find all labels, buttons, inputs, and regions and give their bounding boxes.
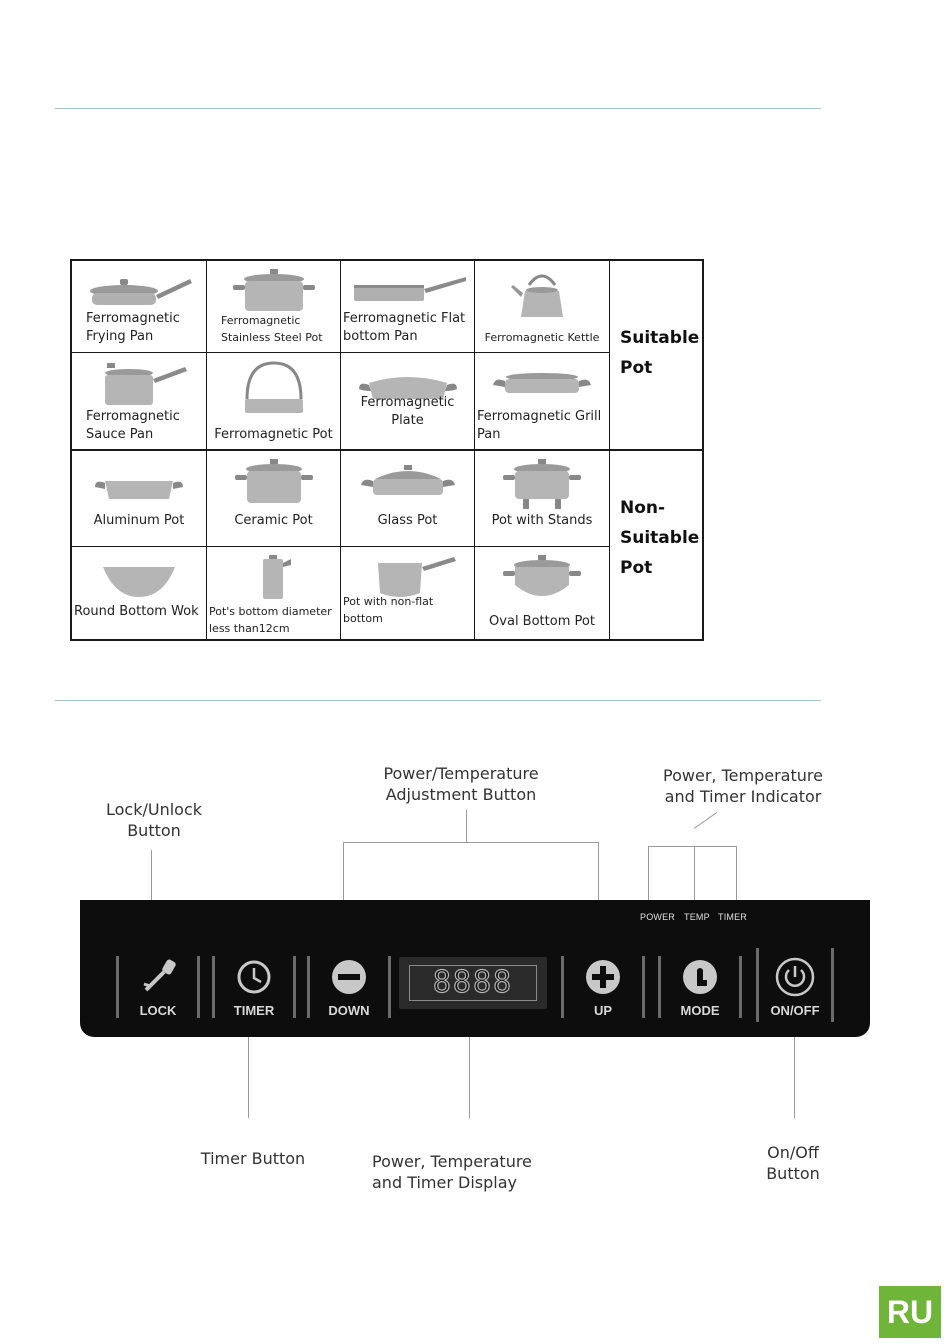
indicator-callout: Power, Temperature and Timer Indicator [663, 766, 823, 806]
pot-cell [341, 353, 475, 451]
pot-cell [207, 547, 341, 639]
up-label: UP [593, 1003, 613, 1018]
leader-line [736, 846, 737, 908]
pot-label: Round Bottom Wok [74, 604, 199, 619]
digital-display [399, 957, 547, 1009]
pot-label: Ferromagnetic Plate [360, 395, 455, 428]
power-icon [773, 956, 817, 1002]
pot-label: Ferromagnetic Stainless Steel Pot [221, 314, 323, 344]
leader-line [248, 1030, 249, 1118]
pot-label: Ferromagnetic Kettle [484, 331, 600, 344]
pot-cell [341, 261, 475, 353]
pot-label: Ferromagnetic Sauce Pan [86, 409, 180, 442]
lock-button[interactable] [116, 956, 200, 1018]
timer-indicator: TIMER [718, 912, 747, 922]
pot-cell [475, 353, 610, 451]
pot-label: Pot's bottom diameter less than12cm [209, 605, 332, 635]
plus-icon [583, 958, 623, 1000]
timer-button[interactable] [212, 956, 296, 1018]
leader-line [648, 846, 649, 908]
pot-cell [72, 547, 207, 639]
middle-divider [55, 700, 821, 701]
down-label: DOWN [328, 1003, 370, 1018]
pot-label: Ferromagnetic Frying Pan [86, 311, 180, 344]
leader-line [794, 1030, 795, 1118]
display-digits: 8888 [409, 965, 537, 1001]
oval-pot-icon [481, 553, 603, 603]
onoff-callout: On/Off Button [766, 1143, 820, 1183]
pot-label: Ceramic Pot [234, 513, 313, 528]
pot-cell [341, 547, 475, 639]
pot-label: Glass Pot [377, 513, 438, 528]
pot-cell [341, 451, 475, 547]
pot-label: Pot with Stands [491, 513, 593, 528]
stock-pot-icon [213, 267, 334, 317]
minus-icon [329, 958, 369, 1000]
pot-label: Aluminum Pot [93, 513, 185, 528]
leader-line [694, 846, 695, 908]
up-button[interactable] [561, 956, 645, 1018]
key-icon [136, 958, 180, 998]
pot-label: Ferromagnetic Pot [214, 427, 333, 442]
down-button[interactable] [307, 956, 391, 1018]
pot-cell [72, 353, 207, 451]
pot-cell [475, 547, 610, 639]
timer-callout: Timer Button [200, 1149, 306, 1168]
pot-suitability-table [70, 259, 704, 641]
pot-cell [475, 451, 610, 547]
sauce-pan-icon [78, 359, 200, 409]
pot-label: Ferromagnetic Flat bottom Pan [343, 311, 466, 344]
power-indicator: POWER [640, 912, 676, 922]
onoff-button[interactable] [756, 948, 834, 1022]
row-divider [72, 449, 610, 451]
timer-label: TIMER [233, 1003, 275, 1018]
leader-line [343, 842, 599, 843]
mode-icon [680, 958, 720, 1000]
pot-label: Pot with non-flat bottom [343, 595, 434, 625]
small-pot-icon [213, 553, 334, 603]
pot-cell [475, 261, 610, 353]
group-divider [610, 449, 704, 451]
mode-label: MODE [680, 1003, 720, 1018]
clock-icon [234, 958, 274, 1000]
lock-callout: Lock/Unlock Button [105, 800, 203, 840]
pot-cell [72, 451, 207, 547]
temp-indicator: TEMP [684, 912, 710, 922]
onoff-label: ON/OFF [770, 1003, 820, 1018]
pot-with-stands-icon [481, 457, 603, 507]
pot-label: Ferromagnetic Grill Pan [477, 409, 602, 442]
suitable-pot-label: Suitable Pot [620, 328, 700, 378]
top-divider [55, 108, 821, 109]
display-callout: Power, Temperature and Timer Display [372, 1152, 532, 1192]
mode-button[interactable] [658, 956, 742, 1018]
leader-line [466, 810, 467, 842]
control-panel [80, 900, 870, 1037]
pot-with-handle-icon [213, 359, 334, 419]
ru-badge: RU [879, 1286, 941, 1338]
ceramic-pot-icon [213, 457, 334, 507]
adjust-callout: Power/Temperature Adjustment Button [383, 764, 539, 804]
kettle-icon [481, 267, 603, 317]
pot-cell [207, 451, 341, 547]
pot-cell [207, 261, 341, 353]
non-suitable-pot-label: Non- Suitable Pot [620, 498, 700, 578]
glass-pot-icon [347, 457, 468, 507]
pot-cell [207, 353, 341, 451]
leader-line [648, 846, 737, 847]
leader-line [694, 812, 718, 829]
lock-label: LOCK [139, 1003, 177, 1018]
pot-cell [72, 261, 207, 353]
pot-label: Oval Bottom Pot [489, 614, 595, 629]
